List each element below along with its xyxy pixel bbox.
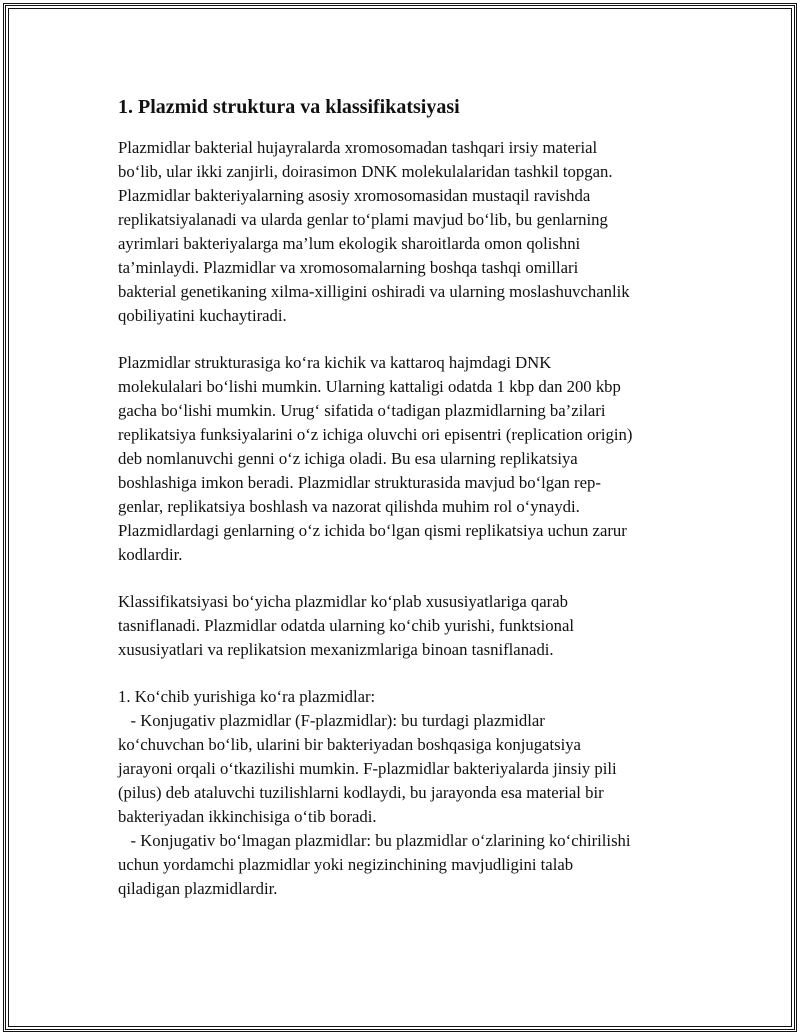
text-line: ta’minlaydi. Plazmidlar va xromosomalarning boshqa tashqi omillari [118,258,579,277]
list-item: - Konjugativ plazmidlar (F-plazmidlar): bu turdagi plazmidlar [118,711,545,730]
text-line: Plazmidlar bakterial hujayralarda xromosomadan tashqari irsiy material [118,138,598,157]
text-line: qobiliyatini kuchaytiradi. [118,306,287,325]
text-line: jarayoni orqali o‘tkazilishi mumkin. F-plazmidlar bakteriyalarda jinsiy pili [118,759,617,778]
text-line: ko‘chuvchan bo‘lib, ularini bir bakteriyadan boshqasiga konjugatsiya [118,735,581,754]
text-line: (pilus) deb ataluvchi tuzilishlarni kodlaydi, bu jarayonda esa material bir [118,783,604,802]
text-line: replikatsiyalanadi va ularda genlar to‘plami mavjud bo‘lib, bu genlarning [118,210,608,229]
text-line: uchun yordamchi plazmidlar yoki negizinchining mavjudligini talab [118,855,574,874]
paragraph-structure [118,351,693,567]
text-line: bo‘lib, ular ikki zanjirli, doirasimon DNK molekulalaridan tashkil topgan. [118,162,613,181]
text-line: kodlardir. [118,545,183,564]
text-line: xususiyatlari va replikatsion mexanizmlariga binoan tasniflanadi. [118,640,554,659]
text-line: Plazmidlardagi genlarning o‘z ichida bo‘lgan qismi replikatsiya uchun zarur [118,521,627,540]
text-line: Plazmidlar strukturasiga ko‘ra kichik va kattaroq hajmdagi DNK [118,353,552,372]
text-line: molekulalari bo‘lishi mumkin. Ularning kattaligi odatda 1 kbp dan 200 kbp [118,377,621,396]
text-line: qiladigan plazmidlardir. [118,879,278,898]
text-line: Klassifikatsiyasi bo‘yicha plazmidlar ko‘plab xususiyatlariga qarab [118,592,568,611]
list-item: - Konjugativ bo‘lmagan plazmidlar: bu plazmidlar o‘zlarining ko‘chirilishi [118,831,631,850]
classification-list [118,685,693,901]
text-line: ayrimlari bakteriyalarga ma’lum ekologik sharoitlarda omon qolishni [118,234,581,253]
text-line: deb nomlanuvchi genni o‘z ichiga oladi. Bu esa ularning replikatsiya [118,449,578,468]
paragraph-intro [118,136,693,328]
text-line: Plazmidlar bakteriyalarning asosiy xromosomasidan mustaqil ravishda [118,186,591,205]
paragraph-classification [118,590,693,662]
list-heading: 1. Ko‘chib yurishiga ko‘ra plazmidlar: [118,687,376,706]
section-heading: 1. Plazmid struktura va klassifikatsiyasi [118,96,460,118]
text-line: replikatsiya funksiyalarini o‘z ichiga oluvchi ori episentri (replication origin) [118,425,633,444]
text-line: gacha bo‘lishi mumkin. Urug‘ sifatida o‘tadigan plazmidlarning ba’zilari [118,401,606,420]
text-line: bakteriyadan ikkinchisiga o‘tib boradi. [118,807,377,826]
text-line: tasniflanadi. Plazmidlar odatda ularning ko‘chib yurishi, funktsional [118,616,575,635]
document-body [118,93,693,901]
text-line: boshlashiga imkon beradi. Plazmidlar strukturasida mavjud bo‘lgan rep- [118,473,601,492]
text-line: bakterial genetikaning xilma-xilligini oshiradi va ularning moslashuvchanlik [118,282,630,301]
text-line: genlar, replikatsiya boshlash va nazorat qilishda muhim rol o‘ynaydi. [118,497,580,516]
